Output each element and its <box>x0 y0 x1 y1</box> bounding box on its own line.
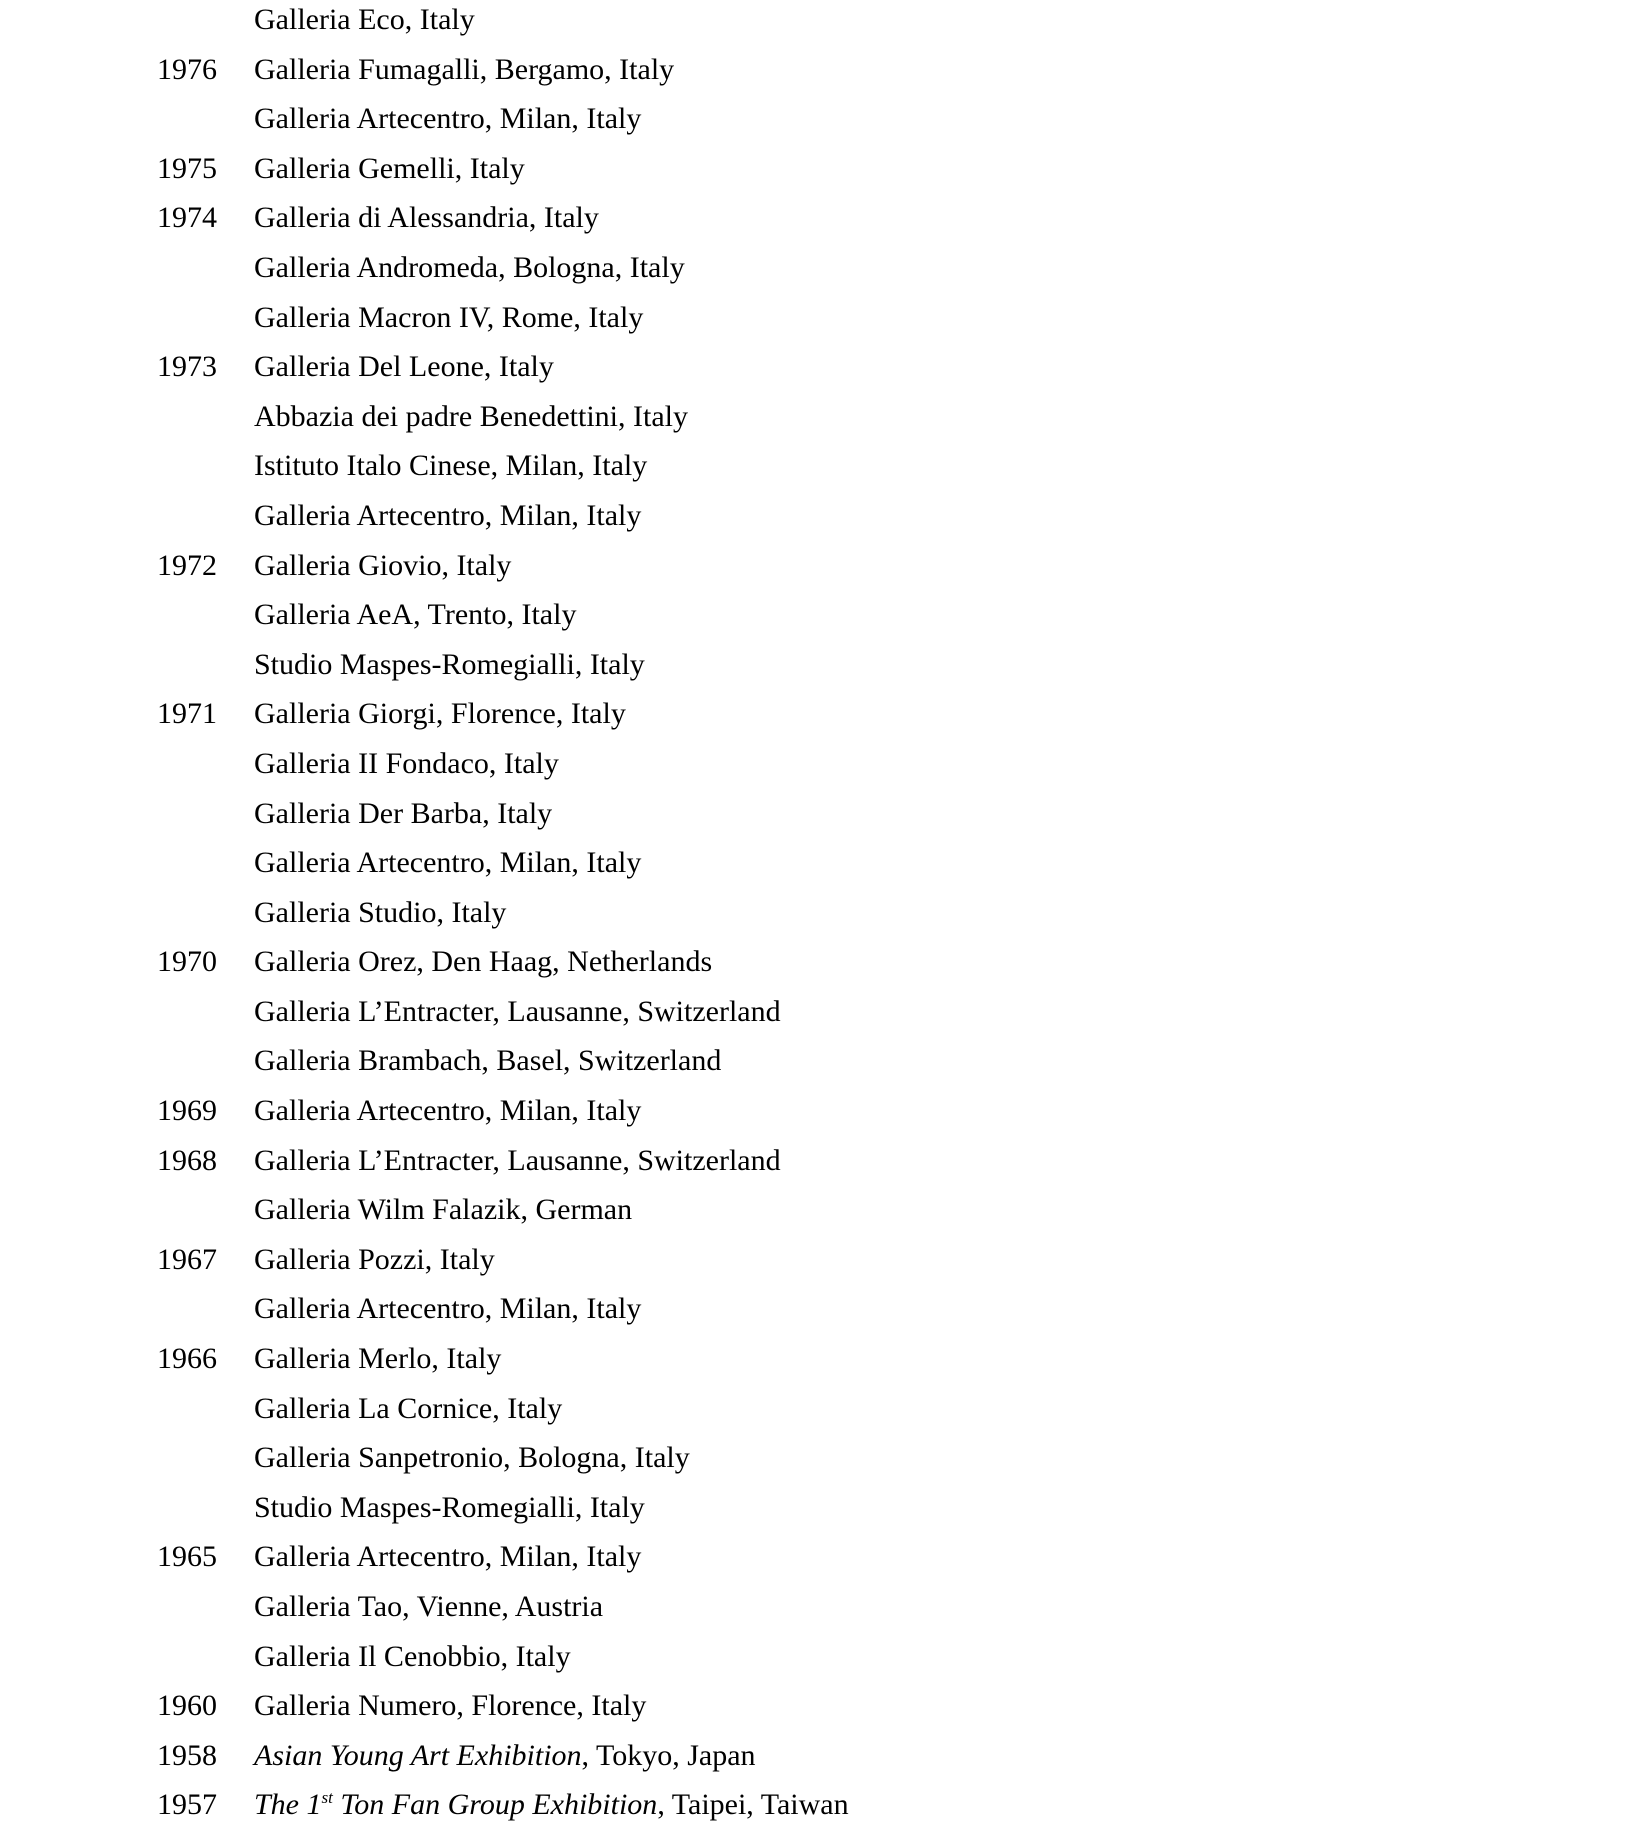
exhibition-venue <box>254 1783 849 1827</box>
exhibition-place: , Taipei, Taiwan <box>657 1788 849 1822</box>
exhibition-entry <box>0 1585 1646 1635</box>
exhibition-entry <box>0 1089 1646 1139</box>
exhibition-year: 1969 <box>157 1094 217 1128</box>
exhibition-entry <box>0 1684 1646 1734</box>
exhibition-venue: Galleria Wilm Falazik, German <box>254 1193 633 1227</box>
exhibition-year: 1960 <box>157 1689 217 1723</box>
exhibition-venue: Galleria La Cornice, Italy <box>254 1391 563 1425</box>
exhibition-entry <box>0 345 1646 395</box>
exhibition-venue: Galleria II Fondaco, Italy <box>254 746 559 780</box>
exhibition-venue: Galleria Gemelli, Italy <box>254 151 525 185</box>
exhibition-entry <box>0 990 1646 1040</box>
exhibition-title-part: The 1 <box>254 1788 322 1822</box>
exhibition-venue: Galleria Artecentro, Milan, Italy <box>254 102 642 136</box>
exhibition-entry <box>0 196 1646 246</box>
exhibition-entry <box>0 1486 1646 1536</box>
exhibition-entry <box>0 494 1646 544</box>
exhibition-year: 1965 <box>157 1540 217 1574</box>
exhibition-venue: Galleria Andromeda, Bologna, Italy <box>254 250 685 284</box>
exhibition-entry-1958 <box>0 1734 1646 1784</box>
exhibition-entry <box>0 444 1646 494</box>
exhibition-venue: Galleria Artecentro, Milan, Italy <box>254 846 642 880</box>
exhibition-venue: Galleria Eco, Italy <box>254 3 475 36</box>
exhibition-venue: Galleria Der Barba, Italy <box>254 796 553 830</box>
exhibition-entry <box>0 1039 1646 1089</box>
exhibition-entry <box>0 0 1646 48</box>
exhibition-venue: Galleria Pozzi, Italy <box>254 1242 495 1276</box>
exhibition-venue: Galleria Giorgi, Florence, Italy <box>254 697 626 731</box>
exhibition-entry <box>0 1387 1646 1437</box>
exhibition-entry <box>0 1188 1646 1238</box>
ordinal-suffix: st <box>321 1788 333 1808</box>
exhibition-venue: Galleria Del Leone, Italy <box>254 350 554 384</box>
exhibition-venue: Galleria Artecentro, Milan, Italy <box>254 1094 642 1128</box>
exhibition-venue: Galleria Sanpetronio, Bologna, Italy <box>254 1441 690 1475</box>
exhibition-entry <box>0 1535 1646 1585</box>
exhibition-entry <box>0 395 1646 445</box>
exhibition-year: 1970 <box>157 945 217 979</box>
exhibition-entry <box>0 643 1646 693</box>
exhibition-venue: Galleria Numero, Florence, Italy <box>254 1689 647 1723</box>
exhibition-venue: Galleria Artecentro, Milan, Italy <box>254 1540 642 1574</box>
exhibition-entry <box>0 544 1646 594</box>
exhibition-venue: Galleria Studio, Italy <box>254 895 507 929</box>
exhibition-year: 1971 <box>157 697 217 731</box>
exhibition-entry <box>0 593 1646 643</box>
exhibition-year: 1958 <box>157 1738 217 1772</box>
exhibition-entry <box>0 1337 1646 1387</box>
exhibition-venue: Galleria Artecentro, Milan, Italy <box>254 498 642 532</box>
exhibition-venue: Studio Maspes-Romegialli, Italy <box>254 647 645 681</box>
exhibition-entry <box>0 296 1646 346</box>
exhibition-year: 1966 <box>157 1342 217 1376</box>
exhibition-year: 1972 <box>157 548 217 582</box>
exhibition-title <box>254 1788 657 1821</box>
exhibition-venue: Galleria AeA, Trento, Italy <box>254 598 577 632</box>
exhibition-venue: Galleria Orez, Den Haag, Netherlands <box>254 945 713 979</box>
exhibition-venue: Istituto Italo Cinese, Milan, Italy <box>254 449 648 483</box>
exhibition-entry <box>0 841 1646 891</box>
exhibition-venue: Galleria Artecentro, Milan, Italy <box>254 1292 642 1326</box>
exhibition-entry <box>0 147 1646 197</box>
exhibition-entry <box>0 891 1646 941</box>
exhibition-year: 1967 <box>157 1242 217 1276</box>
exhibition-year: 1957 <box>157 1788 217 1822</box>
exhibition-venue: Galleria Macron IV, Rome, Italy <box>254 300 644 334</box>
exhibition-entry <box>0 97 1646 147</box>
exhibition-venue: Galleria Tao, Vienne, Austria <box>254 1590 604 1623</box>
exhibition-year: 1968 <box>157 1143 217 1177</box>
exhibition-venue: Galleria Brambach, Basel, Switzerland <box>254 1044 722 1078</box>
exhibition-venue: Galleria Giovio, Italy <box>254 548 512 582</box>
exhibition-venue: Abbazia dei padre Benedettini, Italy <box>254 399 688 433</box>
exhibition-entry <box>0 792 1646 842</box>
exhibition-venue: Studio Maspes-Romegialli, Italy <box>254 1490 645 1524</box>
exhibition-title: Asian Young Art Exhibition <box>254 1738 582 1772</box>
exhibition-entry <box>0 1635 1646 1685</box>
exhibition-place: , Tokyo, Japan <box>581 1738 756 1772</box>
exhibition-title-part: Ton Fan Group Exhibition <box>332 1788 658 1822</box>
exhibition-venue: Galleria Il Cenobbio, Italy <box>254 1639 571 1673</box>
exhibition-venue: Galleria di Alessandria, Italy <box>254 201 599 235</box>
exhibition-venue <box>254 1734 756 1778</box>
exhibition-venue: Galleria L’Entracter, Lausanne, Switzerland <box>254 1143 781 1177</box>
exhibition-entry <box>0 1139 1646 1189</box>
exhibition-entry <box>0 1436 1646 1486</box>
exhibition-year: 1976 <box>157 52 217 86</box>
exhibition-entry <box>0 1238 1646 1288</box>
exhibition-entry <box>0 940 1646 990</box>
exhibition-entry <box>0 1287 1646 1337</box>
exhibition-entry <box>0 246 1646 296</box>
exhibition-year: 1975 <box>157 151 217 185</box>
exhibition-venue: Galleria Fumagalli, Bergamo, Italy <box>254 52 675 86</box>
exhibition-entry <box>0 692 1646 742</box>
exhibition-year: 1974 <box>157 201 217 235</box>
exhibition-entry-1957 <box>0 1783 1646 1833</box>
exhibition-entry <box>0 48 1646 98</box>
exhibition-venue: Galleria L’Entracter, Lausanne, Switzerland <box>254 994 781 1028</box>
exhibition-venue: Galleria Merlo, Italy <box>254 1342 502 1376</box>
exhibition-entry <box>0 742 1646 792</box>
exhibition-year: 1973 <box>157 350 217 384</box>
